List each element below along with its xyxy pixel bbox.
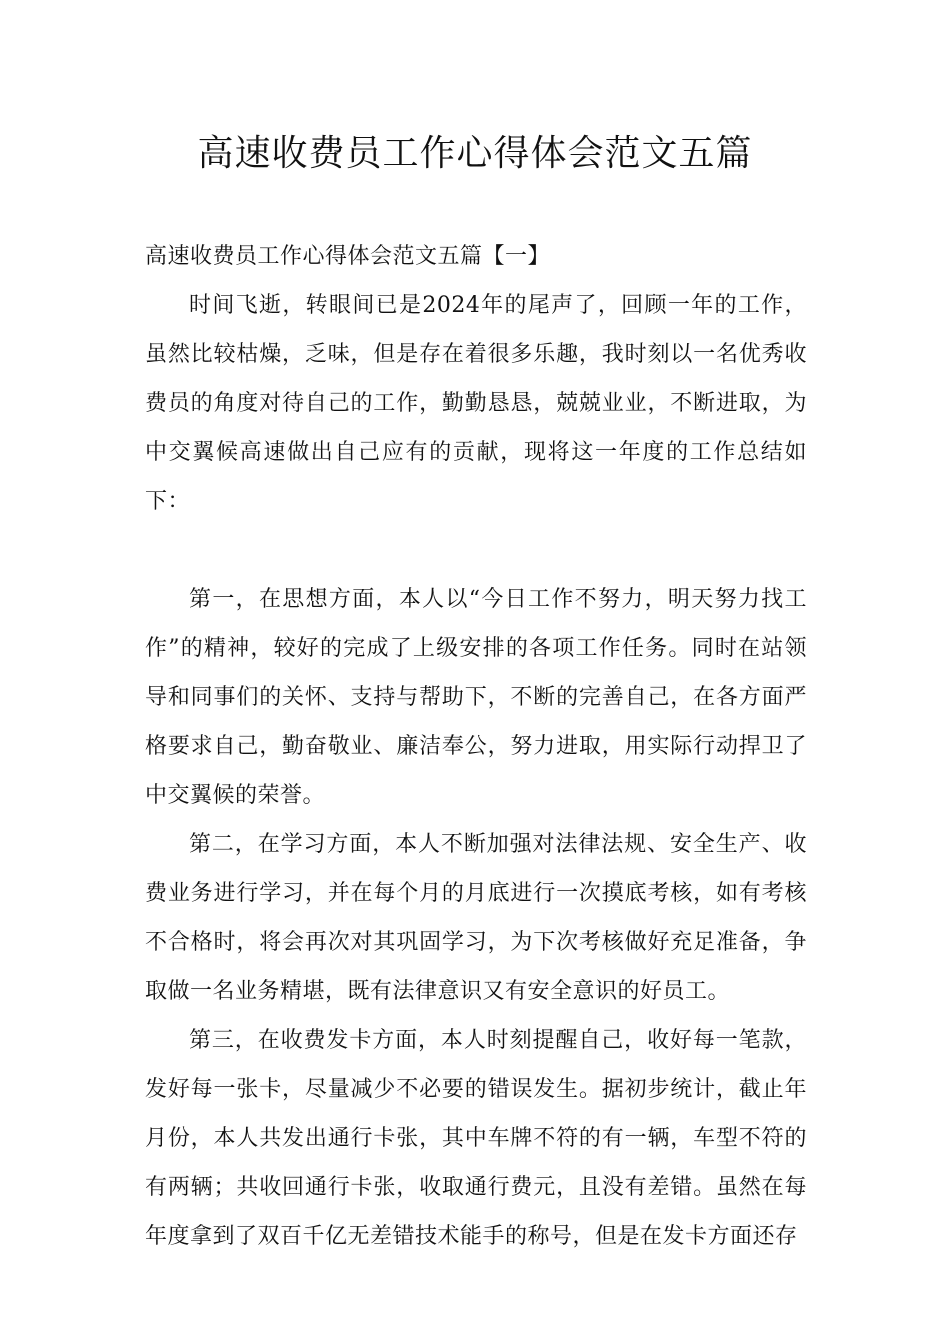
paragraph-third: 第三，在收费发卡方面，本人时刻提醒自己，收好每一笔款，发好每一张卡，尽量减少不必要的错误发生。据初步统计，截止年月份，本人共发出通行卡张，其中车牌不符的有一辆，车型不符的有两辆；共收回通行卡张，收取通行费元，且没有差错。虽然在每年度拿到了双百千亿无差错技术能手的称号，但是在发卡方面还存 xyxy=(145,1028,807,1249)
paragraph-first: 第一，在思想方面，本人以“今日工作不努力，明天努力找工作”的精神，较好的完成了上级安排的各项工作任务。同时在站领导和同事们的关怀、支持与帮助下，不断的完善自己，在各方面严格要求自己，勤奋敬业、廉洁奉公，努力进取，用实际行动捍卫了中交翼候的荣誉。 xyxy=(145,587,807,808)
section-heading: 高速收费员工作心得体会范文五篇【一】 xyxy=(145,244,551,269)
blank-line xyxy=(145,526,807,575)
paragraph-second: 第二，在学习方面，本人不断加强对法律法规、安全生产、收费业务进行学习，并在每个月的月底进行一次摸底考核，如有考核不合格时，将会再次对其巩固学习，为下次考核做好充足准备，争取做一名业务精堪，既有法律意识又有安全意识的好员工。 xyxy=(145,832,807,1004)
paragraph-intro: 时间飞逝，转眼间已是2024年的尾声了，回顾一年的工作，虽然比较枯燥，乏味，但是存在着很多乐趣，我时刻以一名优秀收费员的角度对待自己的工作，勤勤恳恳，兢兢业业，不断进取，为中交翼候高速做出自己应有的贡献，现将这一年度的工作总结如下： xyxy=(145,293,807,514)
document-title: 高速收费员工作心得体会范文五篇 xyxy=(197,133,753,174)
document-body xyxy=(145,232,807,1261)
